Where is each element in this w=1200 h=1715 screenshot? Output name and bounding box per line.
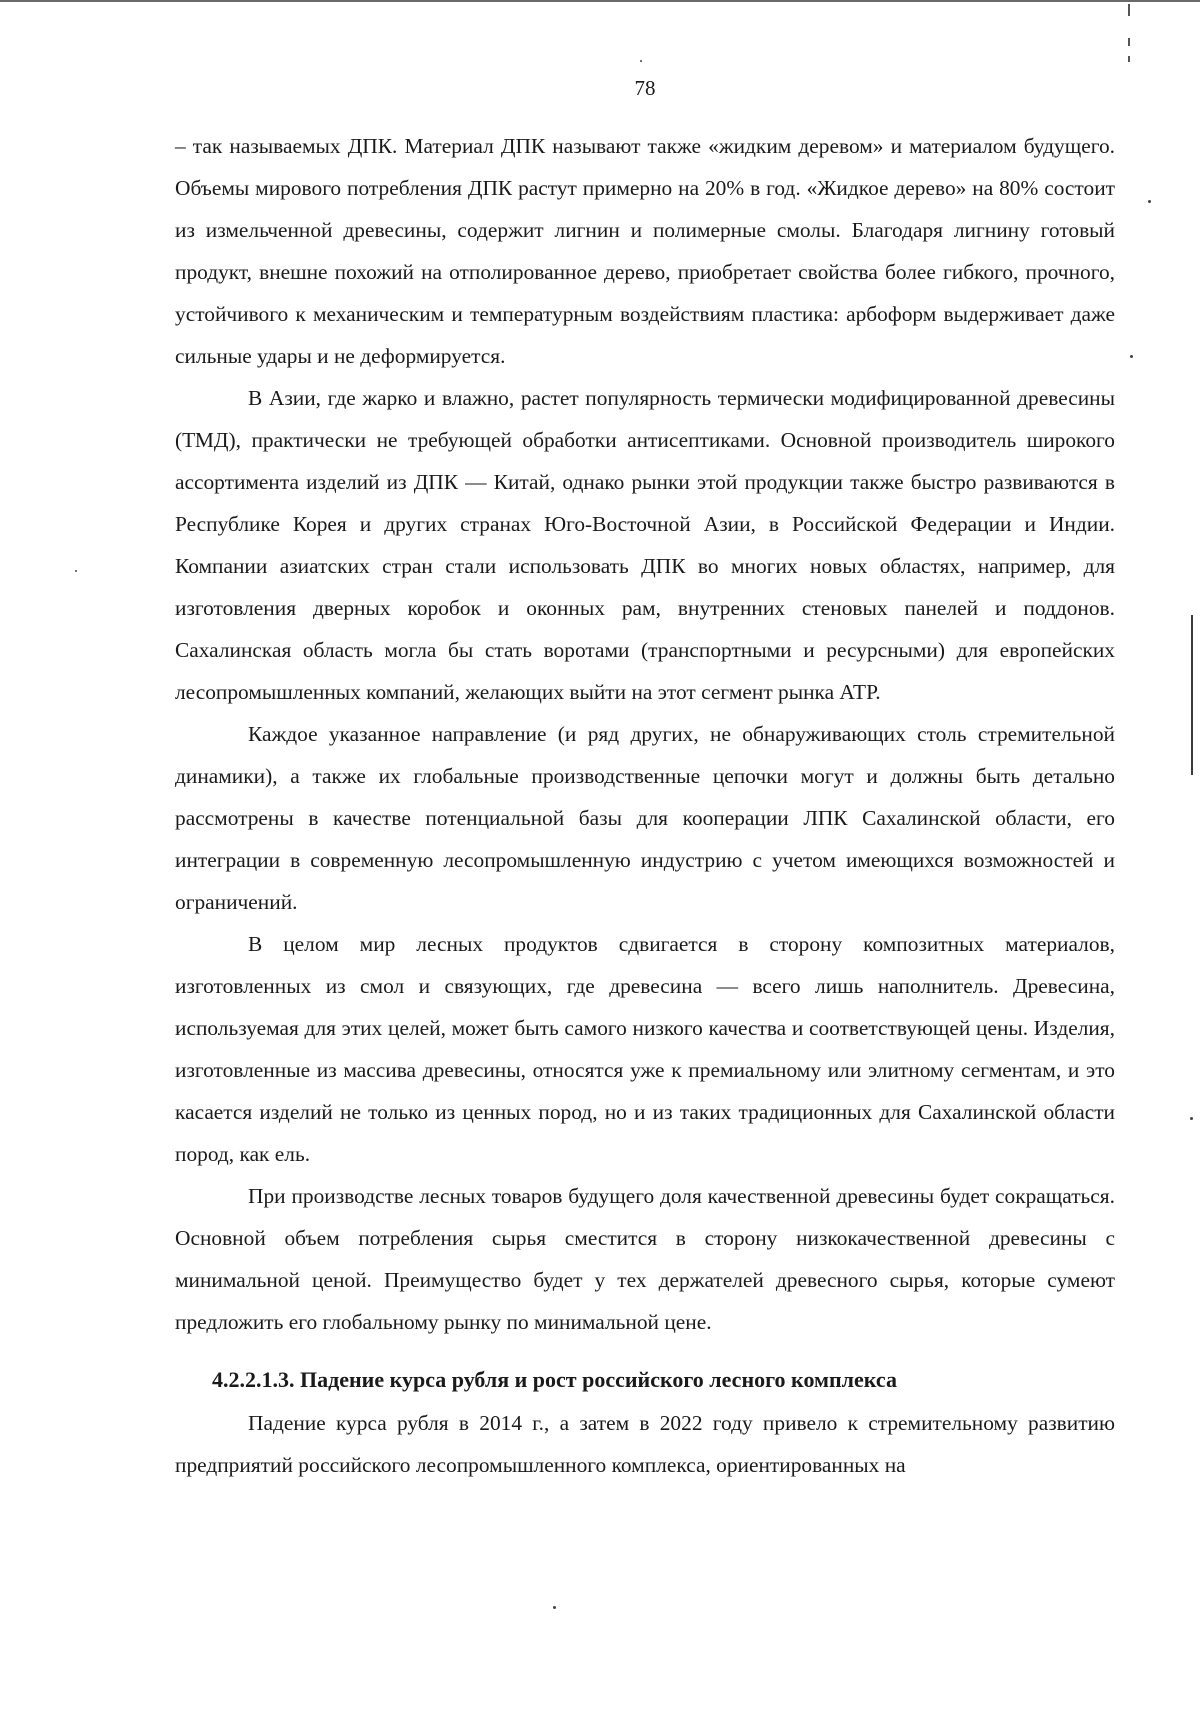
scan-top-edge: [0, 0, 1200, 2]
document-body: [175, 125, 1115, 1486]
scan-speck: [1148, 200, 1151, 203]
margin-rule: [1191, 615, 1193, 775]
edge-tick: [1128, 56, 1130, 62]
edge-tick: [1128, 38, 1130, 46]
scan-speck: [75, 570, 77, 572]
scan-speck: [553, 1606, 556, 1609]
paragraph-composite-materials: В целом мир лесных продуктов сдвигается в сторону композитных материалов, изготовленных из смол и связующих, где древесина — всего лишь наполнитель. Древесина, используемая для этих целей, может быть самого низкого качества и соответствующей цены. Изделия, изготовленные из массива древесины, относятся уже к премиальному или элитному сегментам, и это касается изделий не только из ценных пород, но и из таких традиционных для Сахалинской области пород, как ель.: [175, 932, 1115, 1166]
paragraph-dpk-continuation: – так называемых ДПК. Материал ДПК называют также «жидким деревом» и материалом будущего. Объемы мирового потребления ДПК растут примерно на 20% в год. «Жидкое дерево» на 80% состоит из измельченной древесины, содержит лигнин и полимерные смолы. Благодаря лигнину готовый продукт, внешне похожий на отполированное дерево, приобретает свойства более гибкого, прочного, устойчивого к механическим и температурным воздействиям пластика: арбоформ выдерживает даже сильные удары и не деформируется.: [175, 134, 1115, 368]
section-heading: 4.2.2.1.3. Падение курса рубля и рост российского лесного комплекса: [212, 1367, 897, 1392]
paragraph-asia-tmd: В Азии, где жарко и влажно, растет популярность термически модифицированной древесины (ТМД), практически не требующей обработки антисептиками. Основной производитель широкого ассортимента изделий из ДПК — Китай, однако рынки этой продукции также быстро развиваются в Республике Корея и других странах Юго-Восточной Азии, в Российской Федерации и Индии. Компании азиатских стран стали использовать ДПК во многих новых областях, например, для изготовления дверных коробок и оконных рам, внутренних стеновых панелей и поддонов. Сахалинская область могла бы стать воротами (транспортными и ресурсными) для европейских лесопромышленных компаний, желающих выйти на этот сегмент рынка АТР.: [175, 386, 1115, 704]
paragraph-future-wood: При производстве лесных товаров будущего доля качественной древесины будет сокращаться. Основной объем потребления сырья сместится в сторону низкокачественной древесины с минимальной ценой. Преимущество будет у тех держателей древесного сырья, которые сумеют предложить его глобальному рынку по минимальной цене.: [175, 1184, 1115, 1334]
scan-speck: [1190, 1117, 1193, 1120]
edge-tick: [1128, 4, 1130, 16]
paragraph-ruble-decline: Падение курса рубля в 2014 г., а затем в 2022 году привело к стремительному развитию предприятий российского лесопромышленного комплекса, ориентированных на: [175, 1411, 1115, 1477]
scan-speck: [640, 60, 642, 62]
page-number: 78: [634, 76, 656, 100]
paragraph-cooperation: Каждое указанное направление (и ряд других, не обнаруживающих столь стремительной динамики), а также их глобальные производственные цепочки могут и должны быть детально рассмотрены в качестве потенциальной базы для кооперации ЛПК Сахалинской области, его интеграции в современную лесопромышленную индустрию с учетом имеющихся возможностей и ограничений.: [175, 722, 1115, 914]
scan-speck: [1130, 355, 1133, 358]
